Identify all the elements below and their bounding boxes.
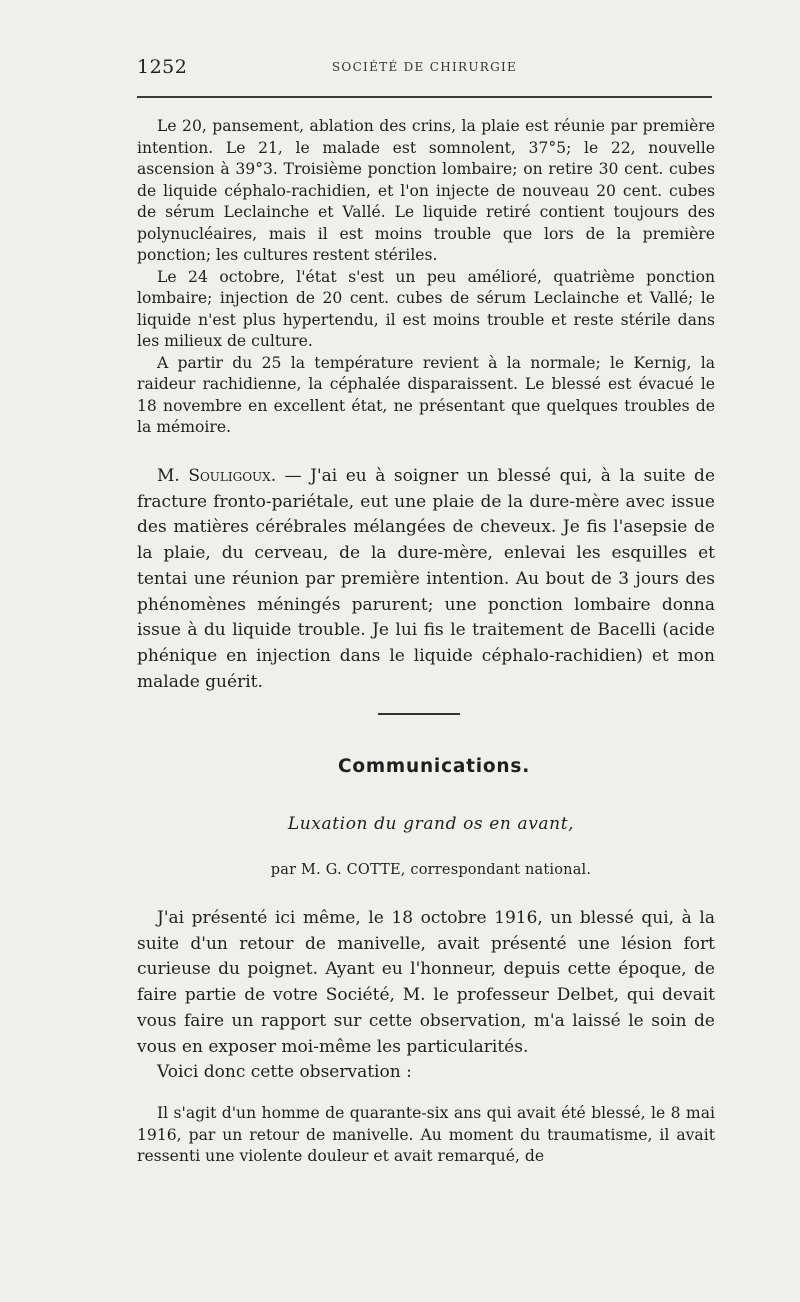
discussion-paragraph xyxy=(137,464,715,695)
journal-title: SOCIÉTÉ DE CHIRURGIE xyxy=(331,60,518,74)
discussion-remark xyxy=(137,464,715,695)
running-head xyxy=(137,56,712,84)
header-rule xyxy=(137,96,712,98)
case-report xyxy=(137,1103,715,1168)
article-byline: par M. G. COTTE, correspondant national. xyxy=(270,862,592,878)
page-number: 1252 xyxy=(137,56,188,78)
observation-paragraph: Le 24 octobre, l'état s'est un peu amélioré, quatrième ponction lombaire; injection de 20 cent. cubes de sérum Leclainche et Vallé; le liquide n'est plus hypertendu, il est moins trouble et reste stérile dans les milieux de culture. xyxy=(137,267,715,350)
section-heading: Communications. xyxy=(337,756,531,777)
article-body xyxy=(137,906,715,1086)
article-title: Luxation du grand os en avant, xyxy=(287,814,575,834)
article-paragraph: Voici donc cette observation : xyxy=(157,1062,412,1083)
discussion-text: — J'ai eu à soigner un blessé qui, à la suite de fracture fronto-pariétale, eut une plaie de la dure-mère avec issue des matières cérébrales mélangées de cheveux. Je fis l'asepsie de la plaie, du cerveau, de la dure-mère, enlevai les esquilles et tentai une réunion par première intention. Au bout de 3 jours des phénomènes méningés parurent; une ponction lombaire donna issue à du liquide trouble. Je lui fis le traitement de Bacelli (acide phénique en injection dans le liquide céphalo-rachidien) et mon malade guérit. xyxy=(137,466,715,692)
observation-paragraph: Le 20, pansement, ablation des crins, la plaie est réunie par première intention. Le 21, le malade est somnolent, 37°5; le 22, nouvelle ascension à 39°3. Troisième ponction lombaire; on retire 30 cent. cubes de liquide céphalo-rachidien, et l'on injecte de nouveau 20 cent. cubes de sérum Leclainche et Vallé. Le liquide retiré contient toujours des polynucléaires, mais il est moins trouble que lors de la première ponction; les cultures restent stériles. xyxy=(137,117,715,264)
speaker-name: M. Souligoux. xyxy=(157,466,277,486)
article-paragraph: J'ai présenté ici même, le 18 octobre 1916, un blessé qui, à la suite d'un retour de manivelle, avait présenté une lésion fort curieuse du poignet. Ayant eu l'honneur, depuis cette époque, de faire partie de votre Société, M. le professeur Delbet, qui devait vous faire un rapport sur cette observation, m'a laissé le soin de vous en exposer moi-même les particularités. xyxy=(137,908,715,1057)
section-divider xyxy=(378,713,460,715)
case-paragraph: Il s'agit d'un homme de quarante-six ans qui avait été blessé, le 8 mai 1916, par un retour de manivelle. Au moment du traumatisme, il avait ressenti une violente douleur et avait remarqué, de xyxy=(137,1104,715,1165)
observation-paragraph: A partir du 25 la température revient à la normale; le Kernig, la raideur rachidienne, la céphalée disparaissent. Le blessé est évacué le 18 novembre en excellent état, ne présentant que quelques troubles de la mémoire. xyxy=(137,353,715,436)
observation-continuation xyxy=(137,116,715,439)
